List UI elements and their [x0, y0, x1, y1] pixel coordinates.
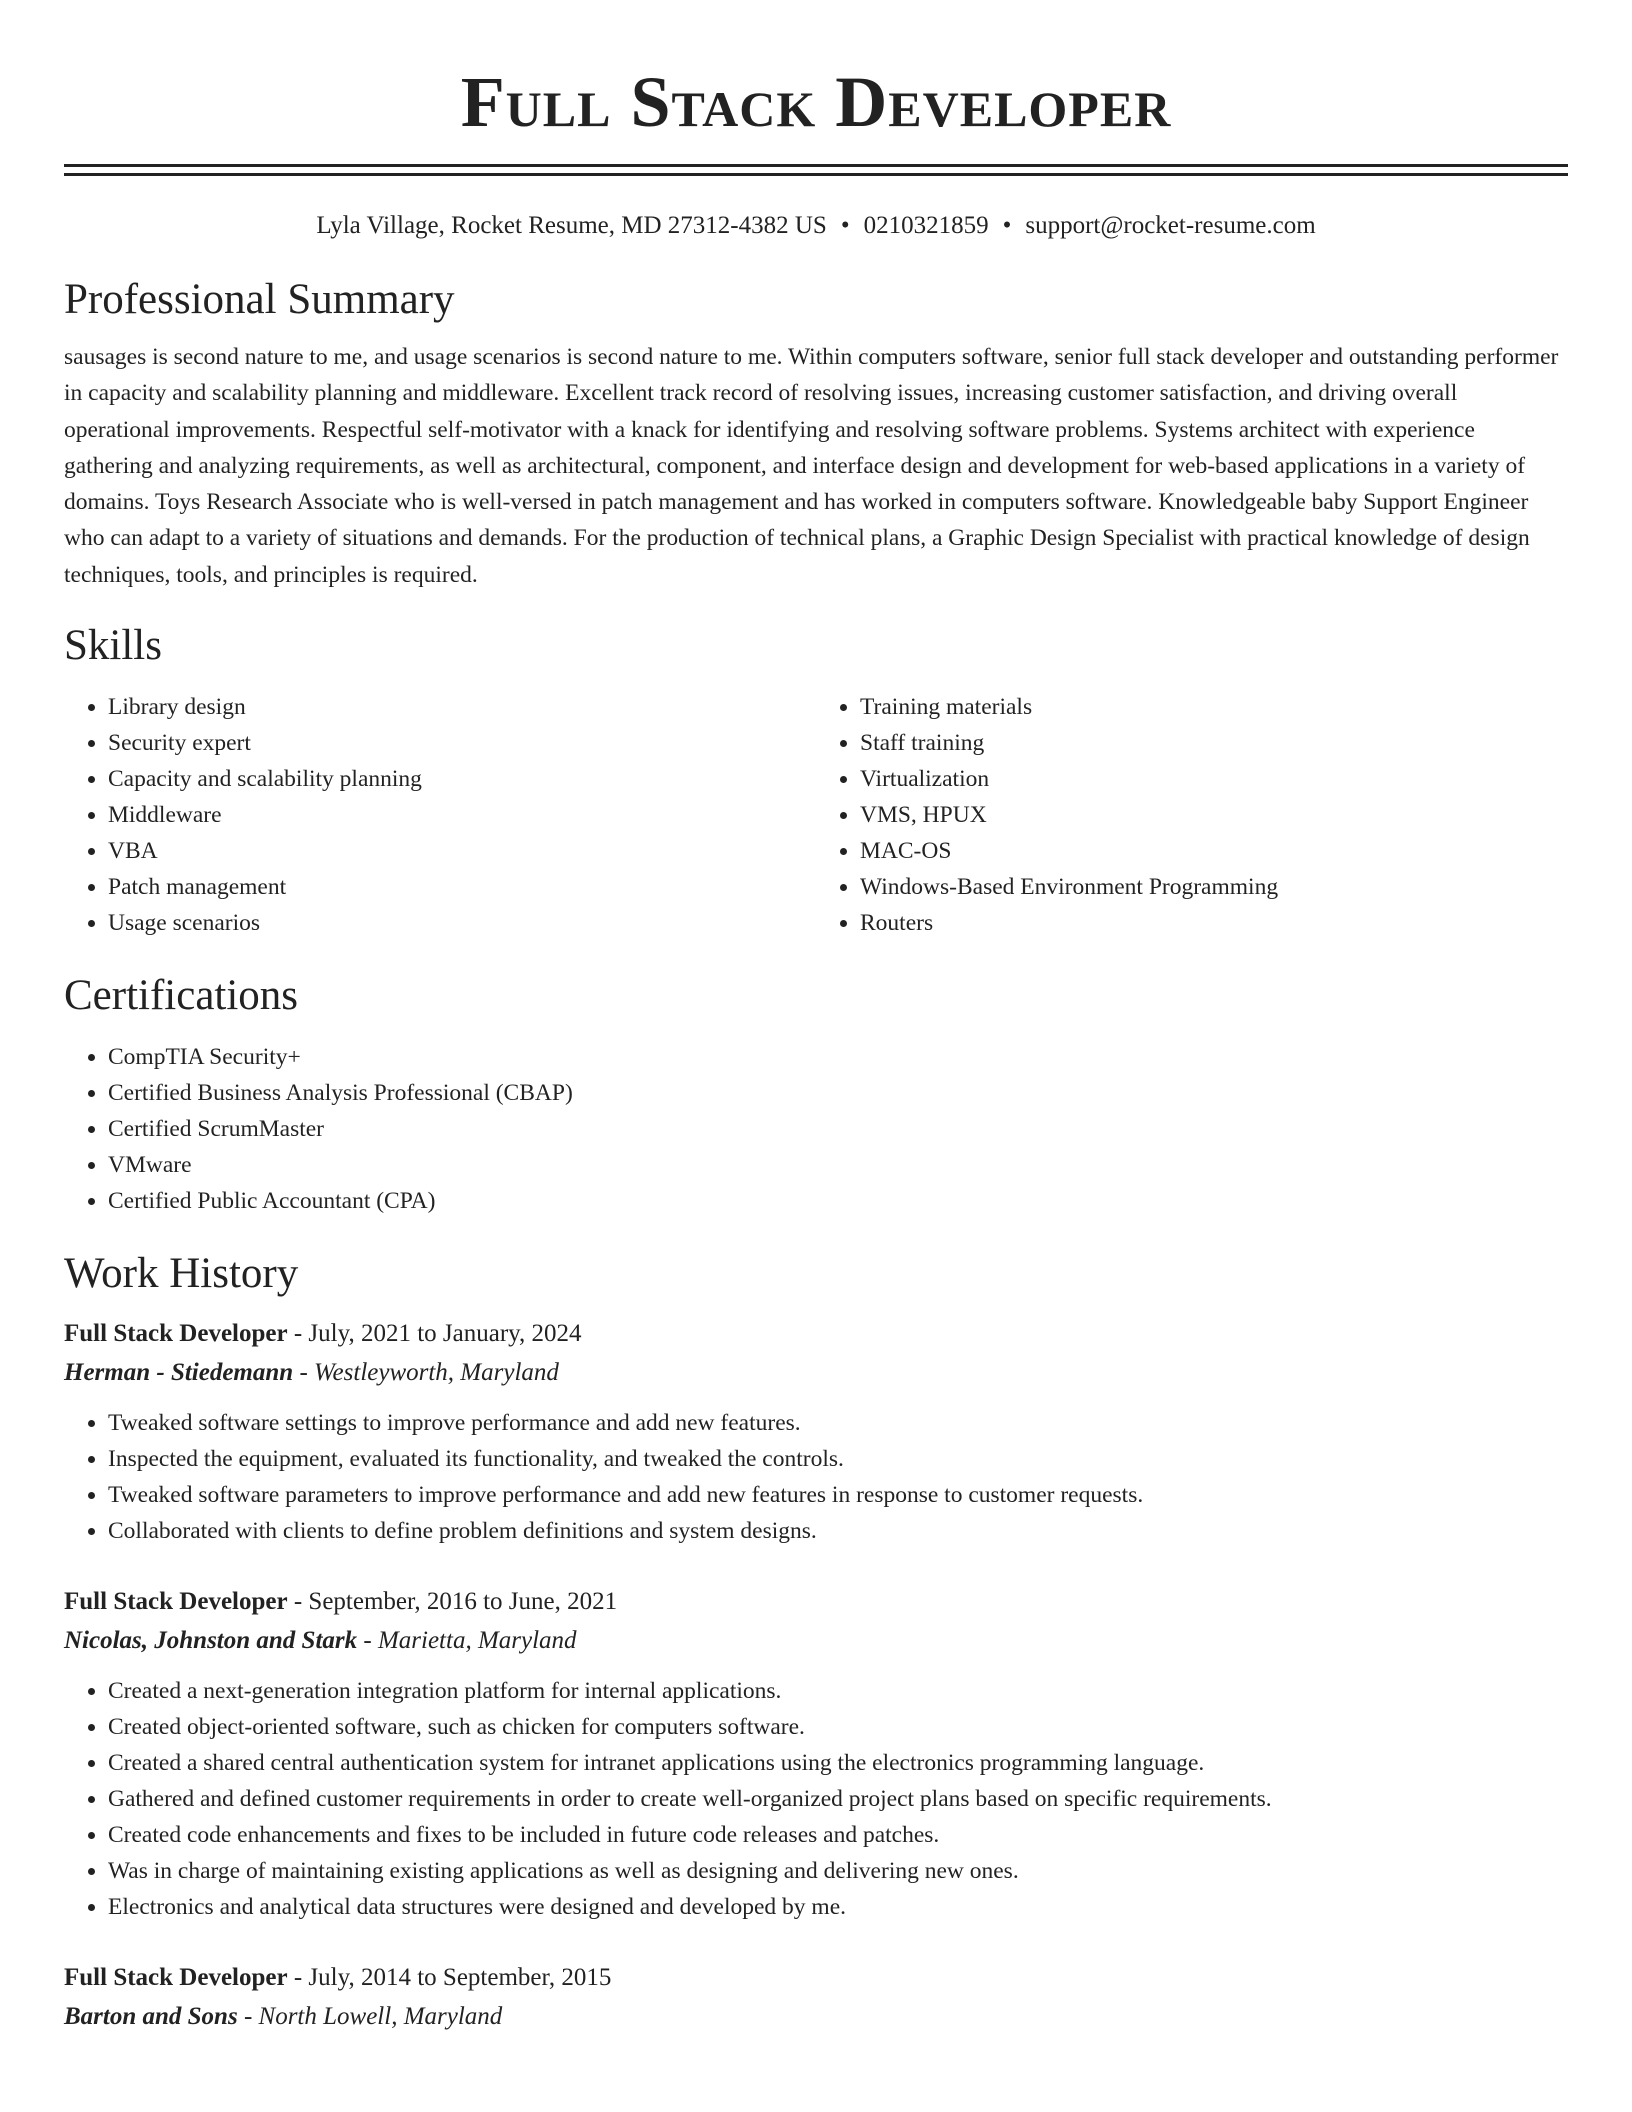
- skill-item: • VMS, HPUX: [860, 797, 1568, 833]
- summary-heading: Professional Summary: [64, 276, 455, 323]
- job-company-line: [64, 1997, 1568, 2037]
- skill-item: • Windows-Based Environment Programming: [860, 869, 1568, 905]
- job-bullets: [64, 1405, 1568, 1549]
- job-bullet: • Collaborated with clients to define problem definitions and system designs.: [108, 1513, 1568, 1549]
- job-title: Full Stack Developer: [64, 1964, 288, 1992]
- certification-item: • Certified Business Analysis Professional (CBAP): [108, 1075, 1568, 1111]
- certification-item: • Certified ScrumMaster: [108, 1111, 1568, 1147]
- job-bullet: • Electronics and analytical data structures were designed and developed by me.: [108, 1889, 1568, 1925]
- job-title-line: [64, 1959, 1568, 1997]
- certifications-list: [64, 1039, 1568, 1219]
- job-company-line: [64, 1353, 1568, 1393]
- resume-title: Full Stack Developer: [460, 62, 1172, 142]
- skill-item: • Security expert: [108, 725, 816, 761]
- skill-item: • MAC-OS: [860, 833, 1568, 869]
- job-bullet: • Gathered and defined customer requirements in order to create well-organized project plans based on specific requirements.: [108, 1781, 1568, 1817]
- job-bullet: • Created object-oriented software, such as chicken for computers software.: [108, 1709, 1568, 1745]
- job-title: Full Stack Developer: [64, 1588, 288, 1616]
- job-location: - Westleyworth, Maryland: [293, 1359, 559, 1387]
- job-company: Herman - Stiedemann: [64, 1359, 294, 1387]
- job-location: - Marietta, Maryland: [357, 1627, 577, 1655]
- certification-item: • Certified Public Accountant (CPA): [108, 1183, 1568, 1219]
- work-history-heading: Work History: [64, 1250, 299, 1298]
- title-rule-top: [64, 164, 1568, 167]
- skill-item: • Library design: [108, 689, 816, 725]
- contact-line: [64, 210, 1568, 242]
- job-location: - North Lowell, Maryland: [237, 2003, 503, 2031]
- certification-item: • VMware: [108, 1147, 1568, 1183]
- contact-separator: •: [840, 212, 850, 239]
- job-bullet: • Was in charge of maintaining existing applications as well as designing and delivering new ones.: [108, 1853, 1568, 1889]
- skills-list-left: [64, 689, 816, 941]
- summary-text: sausages is second nature to me, and usage scenarios is second nature to me. Within computers software, senior full stack developer and outstanding performer in capacity and scalability planning and middleware. Excellent track record of resolving issues, increasing customer satisfaction, and driving overall operational improvements. Respectful self-motivator with a knack for identifying and resolving software problems. Systems architect with experience gathering and analyzing requirements, as well as architectural, component, and interface design and development for web-based applications in a variety of domains. Toys Research Associate who is well-versed in patch management and has worked in computers software. Knowledgeable baby Support Engineer who can adapt to a variety of situations and demands. For the production of technical plans, a Graphic Design Specialist with practical knowledge of design techniques, tools, and principles is required.: [64, 344, 1559, 588]
- job-title-line: [64, 1315, 1568, 1353]
- skill-item: • Capacity and scalability planning: [108, 761, 816, 797]
- job-company: Barton and Sons: [64, 2003, 238, 2031]
- job-title-line: [64, 1583, 1568, 1621]
- skill-item: • Usage scenarios: [108, 905, 816, 941]
- certifications-heading: Certifications: [64, 972, 299, 1020]
- job-entry: [64, 1959, 1568, 2037]
- job-bullet: • Created code enhancements and fixes to be included in future code releases and patches.: [108, 1817, 1568, 1853]
- contact-phone: 0210321859: [863, 212, 989, 239]
- job-bullet: • Tweaked software settings to improve performance and add new features.: [108, 1405, 1568, 1441]
- job-bullet: • Created a next-generation integration platform for internal applications.: [108, 1673, 1568, 1709]
- skills-heading: Skills: [64, 622, 162, 670]
- job-dates: - September, 2016 to June, 2021: [287, 1588, 618, 1616]
- skill-item: • VBA: [108, 833, 816, 869]
- contact-email: support@rocket-resume.com: [1025, 212, 1316, 239]
- job-dates: - July, 2021 to January, 2024: [287, 1320, 582, 1348]
- job-entry: [64, 1315, 1568, 1549]
- job-bullet: • Created a shared central authentication system for intranet applications using the electronics programming language.: [108, 1745, 1568, 1781]
- skills-columns: [64, 689, 1568, 941]
- job-bullet: • Inspected the equipment, evaluated its functionality, and tweaked the controls.: [108, 1441, 1568, 1477]
- job-bullets: [64, 1673, 1568, 1925]
- job-company: Nicolas, Johnston and Stark: [64, 1627, 358, 1655]
- skill-item: • Routers: [860, 905, 1568, 941]
- job-dates: - July, 2014 to September, 2015: [287, 1964, 612, 1992]
- skill-item: • Staff training: [860, 725, 1568, 761]
- certification-item: • CompTIA Security+: [108, 1039, 1568, 1075]
- skill-item: • Patch management: [108, 869, 816, 905]
- skill-item: • Training materials: [860, 689, 1568, 725]
- skill-item: • Virtualization: [860, 761, 1568, 797]
- job-company-line: [64, 1621, 1568, 1661]
- job-title: Full Stack Developer: [64, 1320, 288, 1348]
- skill-item: • Middleware: [108, 797, 816, 833]
- contact-address: Lyla Village, Rocket Resume, MD 27312-4382 US: [316, 212, 827, 239]
- job-bullet: • Tweaked software parameters to improve performance and add new features in response to customer requests.: [108, 1477, 1568, 1513]
- skills-list-right: [816, 689, 1568, 941]
- job-entry: [64, 1583, 1568, 1925]
- title-rule-bottom: [64, 173, 1568, 176]
- contact-separator: •: [1002, 212, 1012, 239]
